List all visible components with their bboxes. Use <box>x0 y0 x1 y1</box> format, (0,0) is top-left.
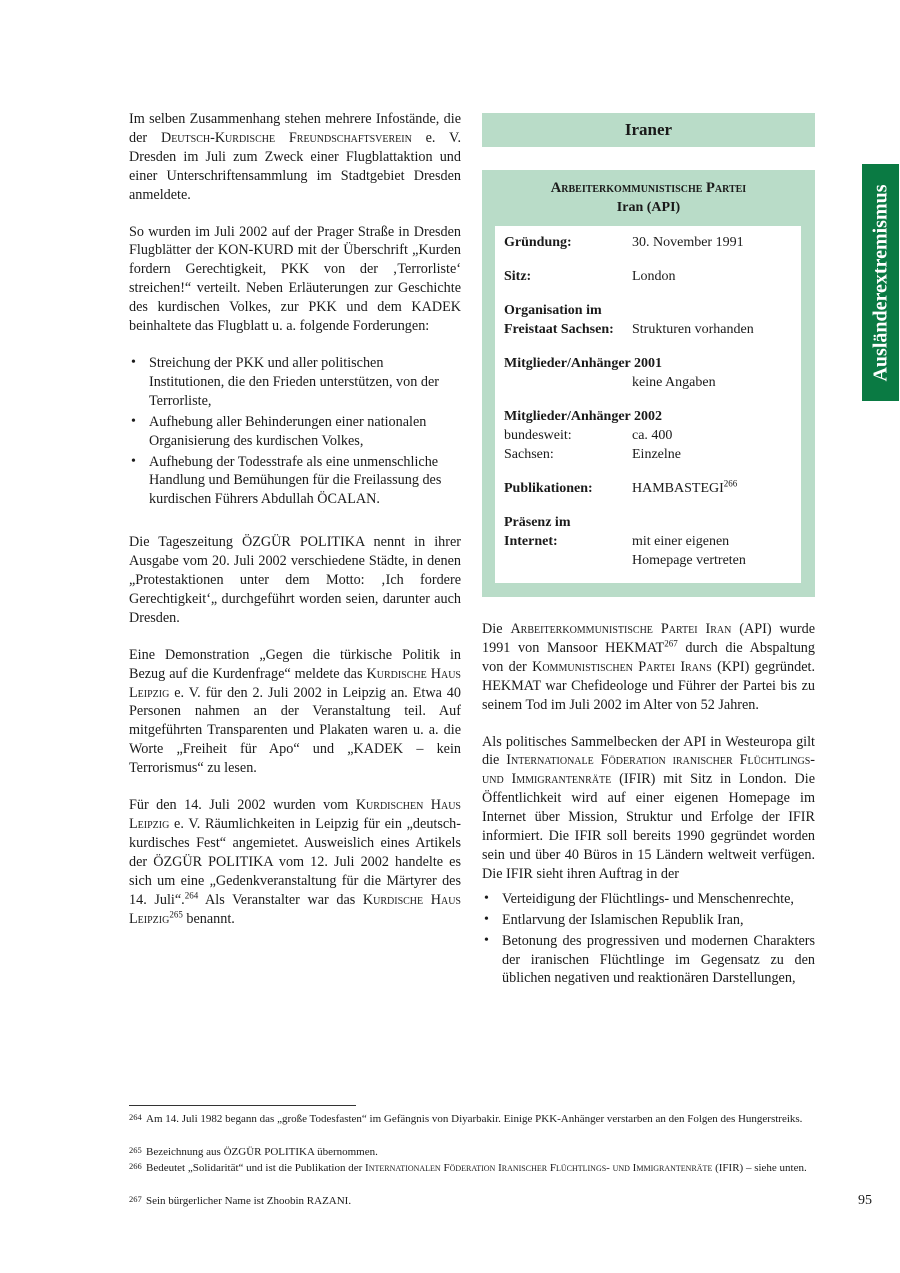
footnote-ref[interactable]: 265 <box>169 908 183 919</box>
page-number: 95 <box>858 1193 872 1208</box>
footnote-ref[interactable]: 267 <box>664 638 678 649</box>
paragraph: Als politisches Sammelbecken der API in Westeuropa gilt die Internationale Föderation iranischer Flüchtlings- und Immigrantenräte (IFIR) mit Sitz in London. Die Öffentlichkeit wird auf einer eigenen Homepage im Internet über Mission, Struktur und Erfolge der IFIR informiert. Die IFIR soll bereits 1990 gegründet worden sein und über 40 Büros in 15 Ländern weltweit verfügen. Die IFIR sieht ihren Auftrag in der <box>482 733 815 882</box>
paragraph: Die Tageszeitung ÖZGÜR POLITIKA nennt in ihrer Ausgabe vom 20. Juli 2002 verschiedene Städte, in denen „Protestaktionen unter dem Motto: ‚Ich fordere Gerechtigkeit‘„ durchgeführt worden seien, darunter auch Dresden. <box>129 534 461 626</box>
info-table: Gründung: 30. November 1991 Sitz: London Organisation im Freistaat Sachsen: Strukturen vorhanden Mitglieder/Anhänger 2001 keine Angaben Mitglieder/Anhänger 2002 bundesweit: ca. 400 Sachsen: Einzelne Publikationen: HAMBASTEGI$^{266}$ Präsenz im Internet: mit einer eigenen Homepage vertreten <box>495 226 801 583</box>
paragraph: Die Arbeiterkommunistische Partei Iran (API) wurde 1991 von Mansoor HEKMAT$^{267}$ durch die Abspaltung von der Kommunistischen Partei Irans (KPI) gegründet. HEKMAT war Chefideologe und Führer der Partei bis zu seinem Tod im Juli 2002 im Alter von 52 Jahren. <box>482 621 815 713</box>
box-title: Iraner <box>482 113 815 147</box>
paragraph: So wurden im Juli 2002 auf der Prager Straße in Dresden Flugblätter der KON-KURD mit der Überschrift „Kurden fordern Gerechtigkeit, PKK von der ‚Terrorliste‘ streichen!“ verteilt. Neben Erläuterungen zur Geschichte des kurdischen Volkes, zur PKK und dem KADEK beinhaltete das Flugblatt u. a. folgende Forderungen: <box>129 223 461 335</box>
bullet-list <box>482 890 815 989</box>
paragraph: Im selben Zusammenhang stehen mehrere Infostände, die der Deutsch-Kurdische Freundschaftsverein e. V. Dresden im Juli zum Zweck einer Flugblattaktion und einer Unterschriftensammlung im Stadtgebiet Dresden anmeldete. <box>129 111 461 203</box>
paragraph: Eine Demonstration „Gegen die türkische Politik in Bezug auf die Kurdenfrage“ meldete das Kurdische Haus Leipzig e. V. für den 2. Juli 2002 in Leipzig an. Etwa 40 Personen nahmen an der Veranstaltung teil. Auf mitgeführten Transparenten und Plakaten waren u. a. die Worte „Freiheit für Apo“ und „KADEK – kein Terrorismus“ zu lesen. <box>129 646 461 777</box>
list-item: • Entlarvung der Islamischen Republik Iran, <box>482 911 815 930</box>
left-column <box>129 110 461 946</box>
paragraph: Für den 14. Juli 2002 wurden vom Kurdischen Haus Leipzig e. V. Räumlichkeiten in Leipzig für ein „deutsch-kurdisches Fest“ angemietet. Ausweislich eines Artikels der ÖZGÜR POLITIKA vom 12. Juli 2002 handelte es sich um eine „Gedenkveranstaltung für die Märtyrer des 14. Juli“.$^{264}$ Als Veranstalter war das Kurdische Haus Leipzig$^{265}$ benannt. <box>129 797 461 927</box>
section-tab <box>862 164 899 401</box>
right-column <box>482 620 815 1006</box>
list-item: • Streichung der PKK und aller politischen Institutionen, die den Frieden unterstützen, von der Terrorliste, <box>129 354 461 411</box>
bullet-list <box>129 354 461 509</box>
list-item: • Aufhebung der Todesstrafe als eine unmenschliche Handlung und Bemühungen für die Freilassung des kurdischen Führers Abdullah ÖCALAN. <box>129 453 461 510</box>
list-item: • Betonung des progressiven und modernen Charakters der iranischen Flüchtlinge im Gegensatz zu den üblichen negativen und reaktionären Darstellungen, <box>482 932 815 989</box>
footnote: 267 Sein bürgerlicher Name ist Zhoobin RAZANI. <box>129 1194 352 1207</box>
footnote: 265 Bezeichnung aus ÖZGÜR POLITIKA übernommen. <box>129 1145 378 1158</box>
list-item: • Aufhebung aller Behinderungen einer nationalen Organisierung des kurdischen Volkes, <box>129 413 461 451</box>
organization-name: Arbeiterkommunistische Partei Iran (API) <box>550 180 747 215</box>
footnote-ref[interactable]: 264 <box>184 889 199 900</box>
footnote: 266 Bedeutet „Solidarität“ und ist die Publikation der Internationalen Föderation Iranischer Flüchtlings- und Immigrantenräte (IFIR) – siehe unten. <box>129 1161 807 1174</box>
footnote-divider <box>129 1105 356 1106</box>
footnote: 264 Am 14. Juli 1982 begann das „große Todesfasten“ im Gefängnis von Diyarbakir. Einige PKK-Anhänger verstarben an den Folgen des Hungerstreiks. <box>129 1112 803 1125</box>
section-tab-label: Ausländerextremismus <box>869 183 891 382</box>
footnote-ref[interactable]: 266 <box>723 478 738 489</box>
info-box <box>482 170 815 597</box>
list-item: • Verteidigung der Flüchtlings- und Menschenrechte, <box>482 890 815 909</box>
